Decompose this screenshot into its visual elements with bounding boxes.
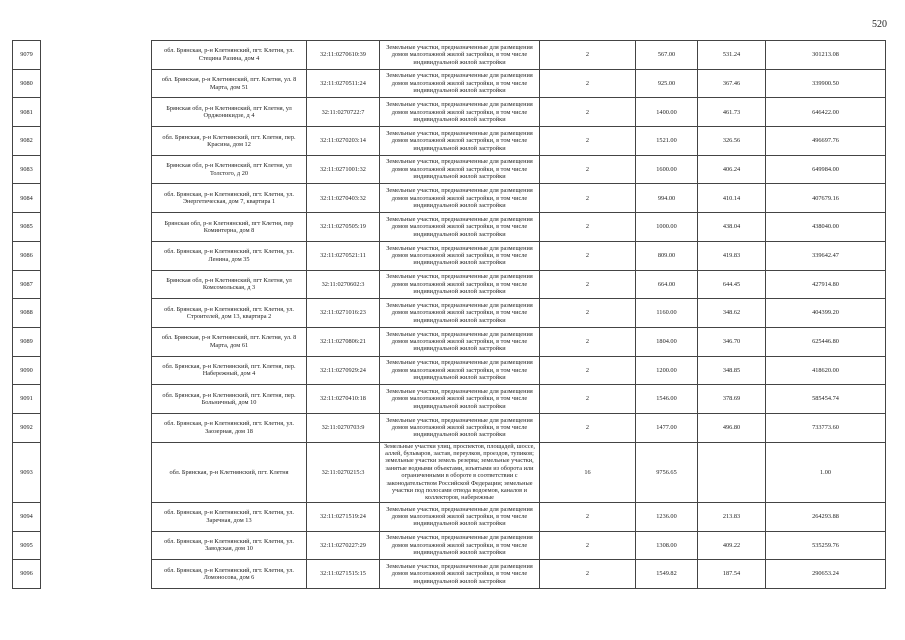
area-cell: 1200.00 bbox=[636, 356, 698, 385]
land-group-cell: 2 bbox=[540, 327, 636, 356]
unit-price-cell: 419.83 bbox=[698, 241, 766, 270]
cadastral-value-cell: 1.00 bbox=[766, 442, 886, 502]
row-number: 9089 bbox=[13, 327, 41, 356]
row-number: 9094 bbox=[13, 502, 41, 531]
cadastral-number-cell: 32:11:0270929:24 bbox=[307, 356, 380, 385]
row-gap bbox=[41, 442, 152, 502]
land-group-cell: 2 bbox=[540, 531, 636, 560]
address-cell: обл. Брянская, р-н Клетнянский, пгт. Клетня, ул. Заозерная, дом 18 bbox=[152, 413, 307, 442]
table-row bbox=[13, 299, 886, 328]
cadastral-number-cell: 32:11:0270410:18 bbox=[307, 385, 380, 414]
land-use-description-cell: Земельные участки, предназначенные для размещения домов малоэтажной жилой застройки, в том числе индивидуальной жилой застройки bbox=[380, 413, 540, 442]
land-use-description-cell: Земельные участки, предназначенные для размещения домов малоэтажной жилой застройки, в том числе индивидуальной жилой застройки bbox=[380, 385, 540, 414]
table-row bbox=[13, 69, 886, 98]
unit-price-cell: 378.69 bbox=[698, 385, 766, 414]
row-gap bbox=[41, 327, 152, 356]
row-gap bbox=[41, 356, 152, 385]
unit-price-cell: 346.70 bbox=[698, 327, 766, 356]
row-number: 9090 bbox=[13, 356, 41, 385]
address-cell: обл. Брянская, р-н Клетнянский, пгт. Клетня, ул. Стецина Разина, дом 4 bbox=[152, 41, 307, 70]
address-cell: Брянская обл, р-н Клетнянский, пгт Клетня, ул Комсомольская, д 3 bbox=[152, 270, 307, 299]
row-number: 9095 bbox=[13, 531, 41, 560]
row-number: 9093 bbox=[13, 442, 41, 502]
cadastral-value-cell: 407679.16 bbox=[766, 184, 886, 213]
unit-price-cell: 531.24 bbox=[698, 41, 766, 70]
row-gap bbox=[41, 184, 152, 213]
unit-price-cell: 496.80 bbox=[698, 413, 766, 442]
land-use-description-cell: Земельные участки, предназначенные для размещения домов малоэтажной жилой застройки, в том числе индивидуальной жилой застройки bbox=[380, 213, 540, 242]
unit-price-cell: 367.46 bbox=[698, 69, 766, 98]
cadastral-value-cell: 301213.08 bbox=[766, 41, 886, 70]
row-gap bbox=[41, 155, 152, 184]
address-cell: обл. Брянская, р-н Клетнянский, пгт. Клетня, ул. 8 Марта, дом 51 bbox=[152, 69, 307, 98]
table-row bbox=[13, 560, 886, 589]
land-registry-table bbox=[12, 40, 886, 589]
table-row bbox=[13, 385, 886, 414]
cadastral-value-cell: 646422.00 bbox=[766, 98, 886, 127]
cadastral-number-cell: 32:11:0270806:21 bbox=[307, 327, 380, 356]
cadastral-number-cell: 32:11:0271001:32 bbox=[307, 155, 380, 184]
land-use-description-cell: Земельные участки улиц, проспектов, площадей, шоссе, аллей, бульваров, застав, переулков, проездов, тупиков; земельные участки земель резерва; земельные участки, занятые водными объектами, изъятыми из оборота или ограниченными в обороте в соответствии с законодательством Российской Федерации; земельные участки под полосами отвода водоемов, каналов и коллекторов, набережные bbox=[380, 442, 540, 502]
land-use-description-cell: Земельные участки, предназначенные для размещения домов малоэтажной жилой застройки, в том числе индивидуальной жилой застройки bbox=[380, 127, 540, 156]
area-cell: 1546.00 bbox=[636, 385, 698, 414]
area-cell: 809.00 bbox=[636, 241, 698, 270]
area-cell: 1400.00 bbox=[636, 98, 698, 127]
unit-price-cell: 409.22 bbox=[698, 531, 766, 560]
address-cell: Брянская обл, р-н Клетнянский, пгт Клетня, ул Орджоникидзе, д 4 bbox=[152, 98, 307, 127]
address-cell: Брянская обл, р-н Клетнянский, пгт Клетня, ул Толстого, д 20 bbox=[152, 155, 307, 184]
cadastral-number-cell: 32:11:0270511:24 bbox=[307, 69, 380, 98]
row-gap bbox=[41, 299, 152, 328]
land-group-cell: 2 bbox=[540, 385, 636, 414]
cadastral-value-cell: 649984.00 bbox=[766, 155, 886, 184]
address-cell: Брянская обл, р-н Клетнянский, пгт Клетня, пер Коминтерна, дом 8 bbox=[152, 213, 307, 242]
cadastral-value-cell: 404399.20 bbox=[766, 299, 886, 328]
cadastral-value-cell: 418620.00 bbox=[766, 356, 886, 385]
cadastral-number-cell: 32:11:0271515:15 bbox=[307, 560, 380, 589]
unit-price-cell: 187.54 bbox=[698, 560, 766, 589]
table-row bbox=[13, 98, 886, 127]
land-use-description-cell: Земельные участки, предназначенные для размещения домов малоэтажной жилой застройки, в том числе индивидуальной жилой застройки bbox=[380, 270, 540, 299]
address-cell: обл. Брянская, р-н Клетнянский, пгт. Клетня, пер. Набережный, дом 4 bbox=[152, 356, 307, 385]
land-group-cell: 2 bbox=[540, 41, 636, 70]
unit-price-cell: 348.85 bbox=[698, 356, 766, 385]
area-cell: 1521.00 bbox=[636, 127, 698, 156]
area-cell: 1000.00 bbox=[636, 213, 698, 242]
row-gap bbox=[41, 98, 152, 127]
cadastral-number-cell: 32:11:0270722:7 bbox=[307, 98, 380, 127]
land-use-description-cell: Земельные участки, предназначенные для размещения домов малоэтажной жилой застройки, в том числе индивидуальной жилой застройки bbox=[380, 531, 540, 560]
address-cell: обл. Брянская, р-н Клетнянский, пгт. Клетня, ул. 8 Марта, дом 61 bbox=[152, 327, 307, 356]
land-use-description-cell: Земельные участки, предназначенные для размещения домов малоэтажной жилой застройки, в том числе индивидуальной жилой застройки bbox=[380, 356, 540, 385]
row-number: 9084 bbox=[13, 184, 41, 213]
area-cell: 1804.00 bbox=[636, 327, 698, 356]
area-cell: 567.00 bbox=[636, 41, 698, 70]
land-group-cell: 2 bbox=[540, 270, 636, 299]
address-cell: обл. Брянская, р-н Клетнянский, пгт. Клетня, ул. Заводская, дом 10 bbox=[152, 531, 307, 560]
area-cell: 994.00 bbox=[636, 184, 698, 213]
cadastral-value-cell: 733773.60 bbox=[766, 413, 886, 442]
unit-price-cell: 461.73 bbox=[698, 98, 766, 127]
unit-price-cell: 326.56 bbox=[698, 127, 766, 156]
table-row bbox=[13, 327, 886, 356]
unit-price-cell: 348.62 bbox=[698, 299, 766, 328]
cadastral-value-cell: 339642.47 bbox=[766, 241, 886, 270]
address-cell: обл. Брянская, р-н Клетнянский, пгт. Клетня, пер. Больничный, дом 10 bbox=[152, 385, 307, 414]
row-number: 9080 bbox=[13, 69, 41, 98]
land-group-cell: 2 bbox=[540, 69, 636, 98]
cadastral-value-cell: 625446.80 bbox=[766, 327, 886, 356]
row-gap bbox=[41, 241, 152, 270]
unit-price-cell bbox=[698, 442, 766, 502]
land-group-cell: 2 bbox=[540, 502, 636, 531]
row-gap bbox=[41, 127, 152, 156]
row-gap bbox=[41, 413, 152, 442]
page-number: 520 bbox=[872, 19, 887, 30]
table-row bbox=[13, 413, 886, 442]
row-gap bbox=[41, 213, 152, 242]
land-use-description-cell: Земельные участки, предназначенные для размещения домов малоэтажной жилой застройки, в том числе индивидуальной жилой застройки bbox=[380, 41, 540, 70]
address-cell: обл. Брянская, р-н Клетнянский, пгт. Клетня bbox=[152, 442, 307, 502]
unit-price-cell: 406.24 bbox=[698, 155, 766, 184]
land-use-description-cell: Земельные участки, предназначенные для размещения домов малоэтажной жилой застройки, в том числе индивидуальной жилой застройки bbox=[380, 184, 540, 213]
unit-price-cell: 438.04 bbox=[698, 213, 766, 242]
address-cell: обл. Брянская, р-н Клетнянский, пгт. Клетня, ул. Заречная, дом 13 bbox=[152, 502, 307, 531]
table-row bbox=[13, 531, 886, 560]
area-cell: 1160.00 bbox=[636, 299, 698, 328]
row-gap bbox=[41, 69, 152, 98]
area-cell: 1600.00 bbox=[636, 155, 698, 184]
cadastral-value-cell: 264293.88 bbox=[766, 502, 886, 531]
table-row bbox=[13, 41, 886, 70]
land-group-cell: 2 bbox=[540, 98, 636, 127]
cadastral-number-cell: 32:11:0270403:32 bbox=[307, 184, 380, 213]
address-cell: обл. Брянская, р-н Клетнянский, пгт. Клетня, ул. Энергетическая, дом 7, квартира 1 bbox=[152, 184, 307, 213]
land-use-description-cell: Земельные участки, предназначенные для размещения домов малоэтажной жилой застройки, в том числе индивидуальной жилой застройки bbox=[380, 327, 540, 356]
unit-price-cell: 213.83 bbox=[698, 502, 766, 531]
land-use-description-cell: Земельные участки, предназначенные для размещения домов малоэтажной жилой застройки, в том числе индивидуальной жилой застройки bbox=[380, 155, 540, 184]
address-cell: обл. Брянская, р-н Клетнянский, пгт. Клетня, ул. Ломоносова, дом 6 bbox=[152, 560, 307, 589]
row-gap bbox=[41, 41, 152, 70]
row-gap bbox=[41, 385, 152, 414]
row-number: 9083 bbox=[13, 155, 41, 184]
cadastral-number-cell: 32:11:0270521:11 bbox=[307, 241, 380, 270]
row-number: 9082 bbox=[13, 127, 41, 156]
cadastral-number-cell: 32:11:0270227:29 bbox=[307, 531, 380, 560]
row-gap bbox=[41, 270, 152, 299]
area-cell: 1549.82 bbox=[636, 560, 698, 589]
land-group-cell: 2 bbox=[540, 299, 636, 328]
area-cell: 664.00 bbox=[636, 270, 698, 299]
cadastral-number-cell: 32:11:0270610:39 bbox=[307, 41, 380, 70]
unit-price-cell: 410.14 bbox=[698, 184, 766, 213]
land-group-cell: 16 bbox=[540, 442, 636, 502]
cadastral-number-cell: 32:11:0271016:23 bbox=[307, 299, 380, 328]
land-group-cell: 2 bbox=[540, 155, 636, 184]
cadastral-value-cell: 290653.24 bbox=[766, 560, 886, 589]
land-group-cell: 2 bbox=[540, 184, 636, 213]
table-row bbox=[13, 184, 886, 213]
land-use-description-cell: Земельные участки, предназначенные для размещения домов малоэтажной жилой застройки, в том числе индивидуальной жилой застройки bbox=[380, 299, 540, 328]
land-use-description-cell: Земельные участки, предназначенные для размещения домов малоэтажной жилой застройки, в том числе индивидуальной жилой застройки bbox=[380, 560, 540, 589]
land-use-description-cell: Земельные участки, предназначенные для размещения домов малоэтажной жилой застройки, в том числе индивидуальной жилой застройки bbox=[380, 241, 540, 270]
cadastral-number-cell: 32:11:0271519:24 bbox=[307, 502, 380, 531]
address-cell: обл. Брянская, р-н Клетнянский, пгт. Клетня, ул. Строителей, дом 13, квартира 2 bbox=[152, 299, 307, 328]
cadastral-value-cell: 427914.80 bbox=[766, 270, 886, 299]
row-gap bbox=[41, 502, 152, 531]
table-row bbox=[13, 241, 886, 270]
row-gap bbox=[41, 531, 152, 560]
table-row bbox=[13, 442, 886, 502]
row-number: 9087 bbox=[13, 270, 41, 299]
table-row bbox=[13, 356, 886, 385]
unit-price-cell: 644.45 bbox=[698, 270, 766, 299]
area-cell: 925.00 bbox=[636, 69, 698, 98]
cadastral-number-cell: 32:11:0270703:9 bbox=[307, 413, 380, 442]
land-group-cell: 2 bbox=[540, 213, 636, 242]
row-number: 9088 bbox=[13, 299, 41, 328]
row-number: 9096 bbox=[13, 560, 41, 589]
table-row bbox=[13, 127, 886, 156]
row-number: 9091 bbox=[13, 385, 41, 414]
cadastral-value-cell: 585454.74 bbox=[766, 385, 886, 414]
row-number: 9086 bbox=[13, 241, 41, 270]
cadastral-number-cell: 32:11:0270505:19 bbox=[307, 213, 380, 242]
cadastral-value-cell: 496697.76 bbox=[766, 127, 886, 156]
table-row bbox=[13, 155, 886, 184]
row-number: 9079 bbox=[13, 41, 41, 70]
land-group-cell: 2 bbox=[540, 241, 636, 270]
row-number: 9092 bbox=[13, 413, 41, 442]
area-cell: 1236.00 bbox=[636, 502, 698, 531]
address-cell: обл. Брянская, р-н Клетнянский, пгт. Клетня, ул. Ленина, дом 35 bbox=[152, 241, 307, 270]
cadastral-value-cell: 339900.50 bbox=[766, 69, 886, 98]
row-number: 9085 bbox=[13, 213, 41, 242]
cadastral-number-cell: 32:11:0270203:14 bbox=[307, 127, 380, 156]
cadastral-number-cell: 32:11:0270215:3 bbox=[307, 442, 380, 502]
land-use-description-cell: Земельные участки, предназначенные для размещения домов малоэтажной жилой застройки, в том числе индивидуальной жилой застройки bbox=[380, 69, 540, 98]
land-group-cell: 2 bbox=[540, 127, 636, 156]
area-cell: 1308.00 bbox=[636, 531, 698, 560]
area-cell: 9756.65 bbox=[636, 442, 698, 502]
land-use-description-cell: Земельные участки, предназначенные для размещения домов малоэтажной жилой застройки, в том числе индивидуальной жилой застройки bbox=[380, 502, 540, 531]
area-cell: 1477.00 bbox=[636, 413, 698, 442]
row-number: 9081 bbox=[13, 98, 41, 127]
land-group-cell: 2 bbox=[540, 560, 636, 589]
table-row bbox=[13, 213, 886, 242]
land-group-cell: 2 bbox=[540, 356, 636, 385]
cadastral-value-cell: 438040.00 bbox=[766, 213, 886, 242]
land-use-description-cell: Земельные участки, предназначенные для размещения домов малоэтажной жилой застройки, в том числе индивидуальной жилой застройки bbox=[380, 98, 540, 127]
row-gap bbox=[41, 560, 152, 589]
cadastral-value-cell: 535259.76 bbox=[766, 531, 886, 560]
table-row bbox=[13, 502, 886, 531]
address-cell: обл. Брянская, р-н Клетнянский, пгт. Клетня, пер. Красина, дом 12 bbox=[152, 127, 307, 156]
cadastral-number-cell: 32:11:0270602:3 bbox=[307, 270, 380, 299]
land-group-cell: 2 bbox=[540, 413, 636, 442]
table-row bbox=[13, 270, 886, 299]
